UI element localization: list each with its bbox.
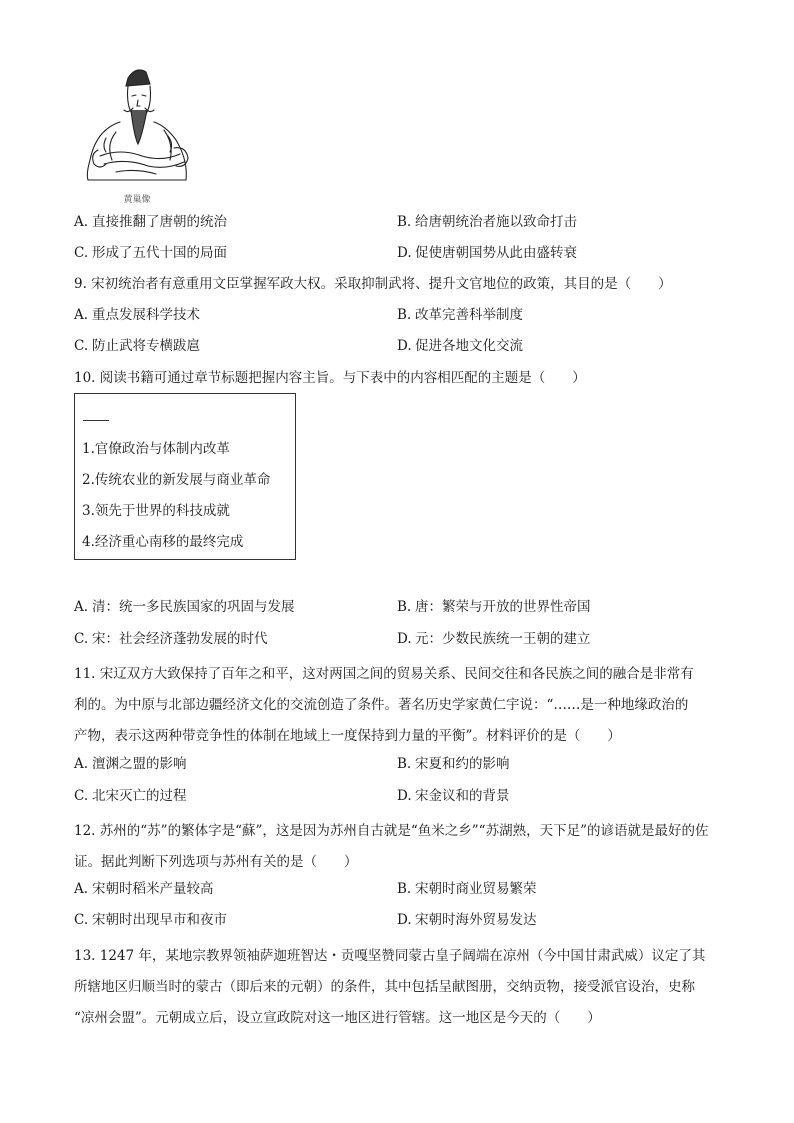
q13-stem: 13. 1247 年，某地宗教界领袖萨迦班智达・贡嘎坚赞同蒙古皇子阔端在凉州（今中国甘肃武威）议定了其 所辖地区归顺当时的蒙古（即后来的元朝）的条件，其中包括呈献图册，交纳贡物，接受派官设治，史称 “凉州会盟”。元朝成立后，设立宣政院对这一地区进行管辖。这一地区是今天的（ ） <box>74 948 706 1026</box>
q8-option-b[interactable]: B. 给唐朝统治者施以致命打击 <box>397 214 577 230</box>
q9-options-row-1 <box>74 305 724 325</box>
portrait-illustration <box>76 64 198 190</box>
q11-option-b[interactable]: B. 宋夏和约的影响 <box>397 756 510 772</box>
q12-option-b[interactable]: B. 宋朝时商业贸易繁荣 <box>397 881 537 897</box>
q10-options-row-1 <box>74 597 724 617</box>
huang-chao-portrait <box>76 64 198 204</box>
table-item: 2.传统农业的新发展与商业革命 <box>82 472 271 488</box>
q9-stem: 9. 宋初统治者有意重用文臣掌握军政大权。采取抑制武将、提升文官地位的政策，其目的是（ ） <box>74 276 672 292</box>
portrait-caption: 黄巢像 <box>123 195 151 205</box>
q9-option-b[interactable]: B. 改革完善科举制度 <box>397 307 523 323</box>
q12-option-d[interactable]: D. 宋朝时海外贸易发达 <box>397 912 537 928</box>
q10-option-c[interactable]: C. 宋：社会经济蓬勃发展的时代 <box>74 631 268 647</box>
q11-option-a[interactable]: A. 澶渊之盟的影响 <box>74 756 187 772</box>
q8-option-d[interactable]: D. 促使唐朝国势从此由盛转衰 <box>397 245 577 261</box>
q12-options-row-2 <box>74 910 724 930</box>
q10-options-row-2 <box>74 629 724 649</box>
q11-options-row-1 <box>74 754 724 774</box>
q8-options-row-1 <box>74 212 724 232</box>
q12-option-c[interactable]: C. 宋朝时出现早市和夜市 <box>74 912 227 928</box>
q10-stem: 10. 阅读书籍可通过章节标题把握内容主旨。与下表中的内容相匹配的主题是（ ） <box>74 370 586 386</box>
table-item: 4.经济重心南移的最终完成 <box>82 534 244 550</box>
q12-option-a[interactable]: A. 宋朝时稻米产量较高 <box>74 881 214 897</box>
q10-chapter-table <box>74 393 296 560</box>
q10-option-a[interactable]: A. 清：统一多民族国家的巩固与发展 <box>74 599 295 615</box>
q11-options-row-2 <box>74 786 724 806</box>
q9-option-a[interactable]: A. 重点发展科学技术 <box>74 307 200 323</box>
q9-options-row-2 <box>74 336 724 356</box>
q10-option-b[interactable]: B. 唐：繁荣与开放的世界性帝国 <box>397 599 591 615</box>
table-item: 3.领先于世界的科技成就 <box>82 503 230 519</box>
q8-option-a[interactable]: A. 直接推翻了唐朝的统治 <box>74 214 227 230</box>
q9-option-c[interactable]: C. 防止武将专横跋扈 <box>74 338 200 354</box>
q12-options-row-1 <box>74 879 724 899</box>
table-title-blank <box>83 420 109 421</box>
q10-option-d[interactable]: D. 元：少数民族统一王朝的建立 <box>397 631 591 647</box>
q11-option-c[interactable]: C. 北宋灭亡的过程 <box>74 788 187 804</box>
q12-stem: 12. 苏州的“苏”的繁体字是“蘇”，这是因为苏州自古就是“鱼米之乡”“苏湖熟，天下足”的谚语就是最好的佐 证。据此判断下列选项与苏州有关的是（ ） <box>74 823 709 870</box>
table-item: 1.官僚政治与体制内改革 <box>82 441 230 457</box>
q8-option-c[interactable]: C. 形成了五代十国的局面 <box>74 245 227 261</box>
q9-option-d[interactable]: D. 促进各地文化交流 <box>397 338 523 354</box>
q11-stem: 11. 宋辽双方大致保持了百年之和平，这对两国之间的贸易关系、民间交往和各民族之间的融合是非常有 利的。为中原与北部边疆经济文化的交流创造了条件。著名历史学家黄仁宇说：“……是一种地缘政治的 产物，表示这两种带竞争性的体制在地域上一度保持到力量的平衡”。材料评价的是（ ） <box>74 666 694 744</box>
q8-options-row-2 <box>74 243 724 263</box>
q11-option-d[interactable]: D. 宋金议和的背景 <box>397 788 510 804</box>
